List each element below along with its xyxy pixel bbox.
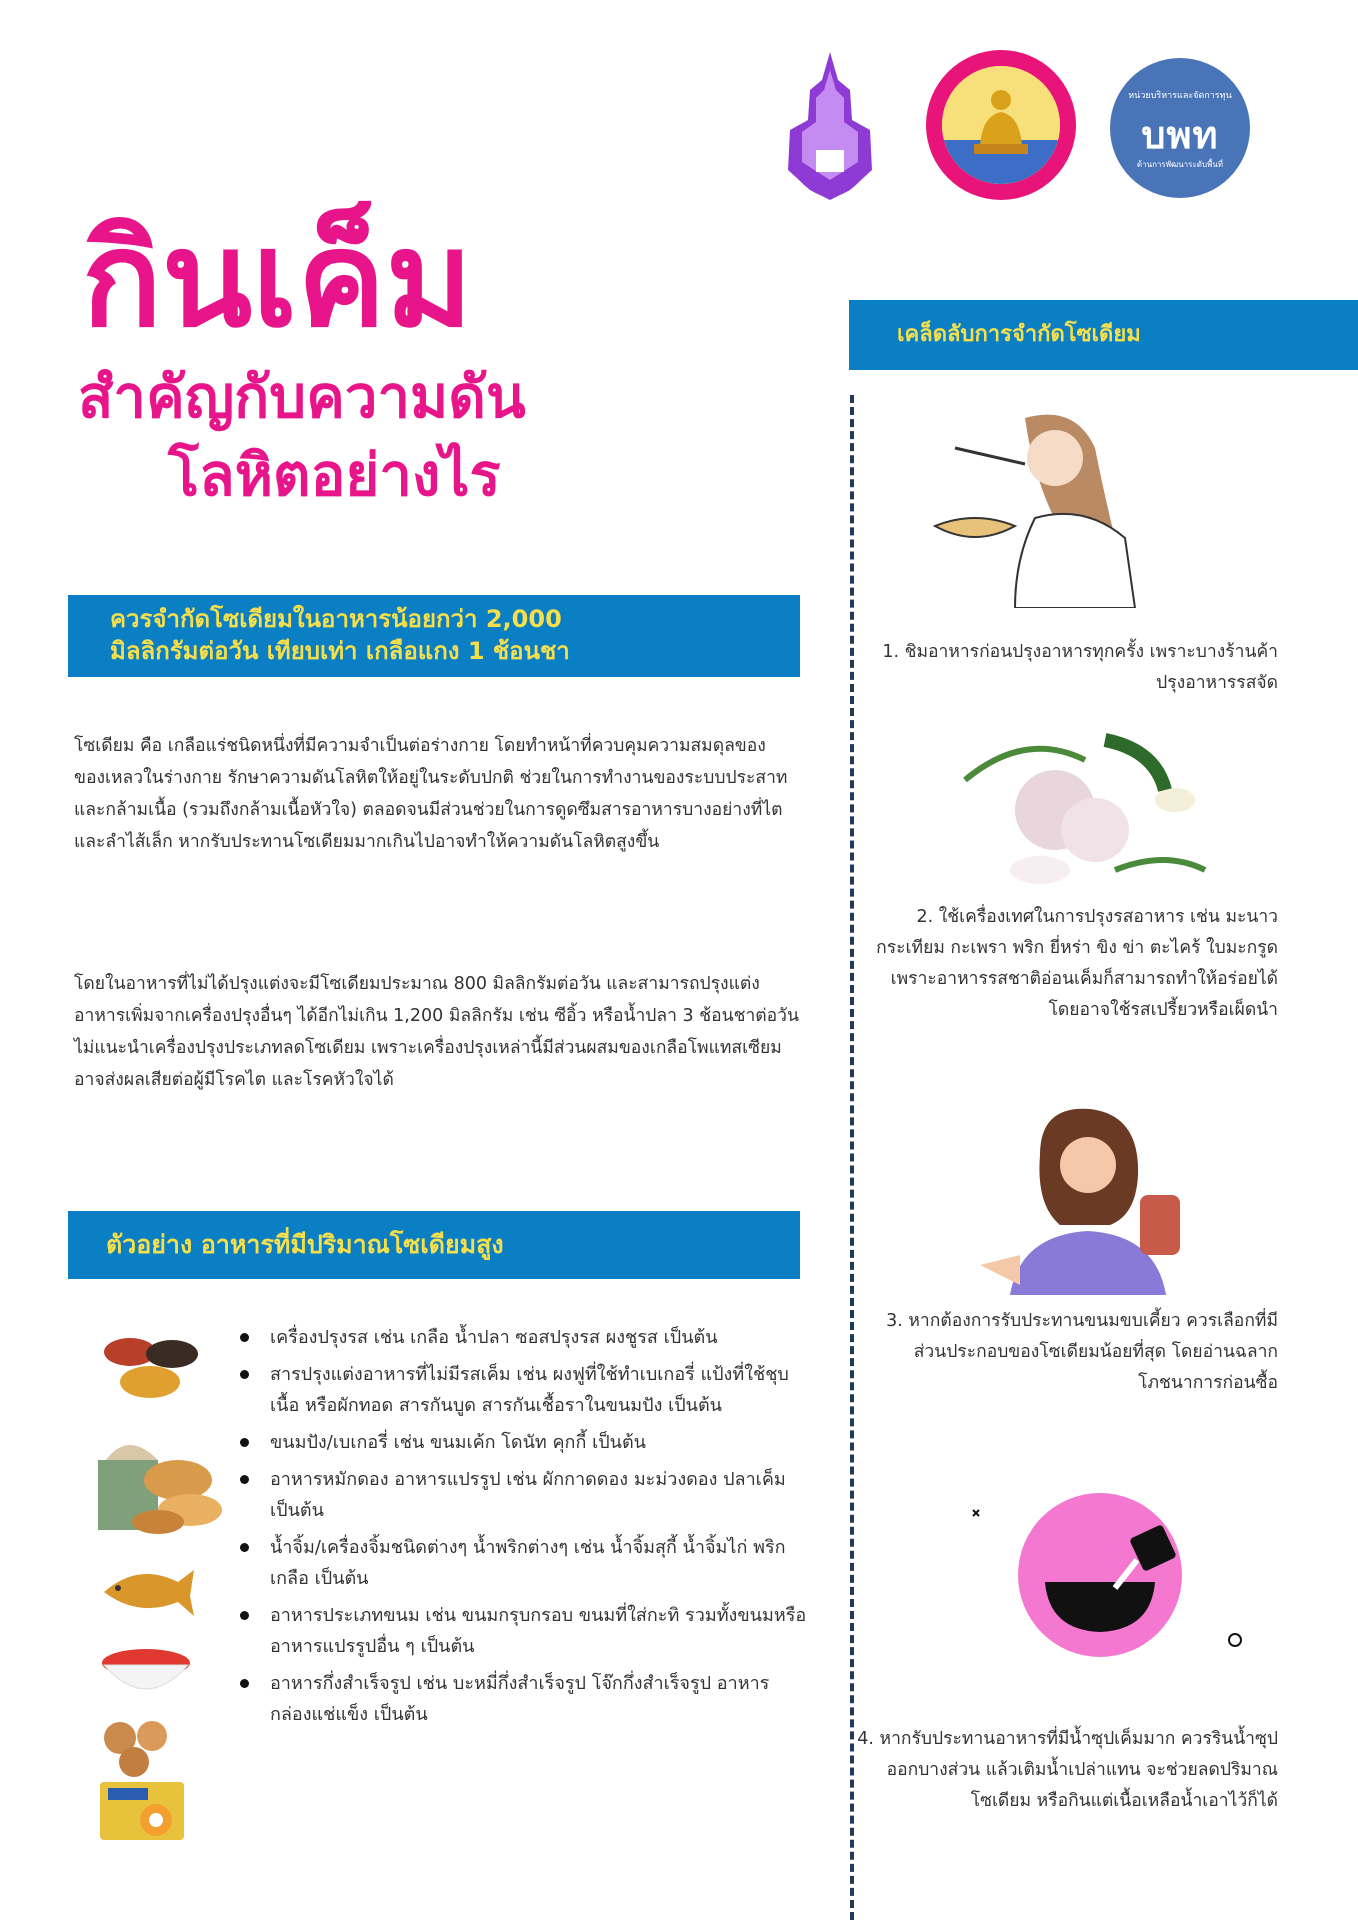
pouring-bowl-icon — [965, 1490, 1245, 1660]
list-item: ขนมปัง/เบเกอรี่ เช่น ขนมเค้ก โดนัท คุกกี้ เป็นต้น — [240, 1427, 810, 1458]
woman-reading-label-icon — [960, 1105, 1210, 1295]
bakery-bread-icon — [98, 1430, 228, 1540]
dipping-sauce-icon — [98, 1643, 194, 1703]
salted-fish-icon — [98, 1562, 196, 1618]
column-divider — [850, 395, 854, 1920]
woman-eating-pasta-icon — [915, 408, 1165, 608]
high-sodium-foods-banner: ตัวอย่าง อาหารที่มีปริมาณโซเดียมสูง — [68, 1211, 800, 1279]
cookies-snack-icon — [98, 1718, 178, 1778]
tip-4-text: 4. หากรับประทานอาหารที่มีน้ำซุปเค็มมาก ควรรินน้ำซุปออกบางส่วน แล้วเติมน้ำเปล่าแทน จะช่วยลดปริมาณโซเดียม หรือกินแต่เนื้อเหลือน้ำเอาไว้ก็ได้ — [857, 1729, 1278, 1811]
list-item: อาหารหมักดอง อาหารแปรรูป เช่น ผักกาดดอง มะม่วงดอง ปลาเค็ม เป็นต้น — [240, 1464, 810, 1526]
phayao-pao-logo — [926, 50, 1076, 200]
title-line-3: โลหิตอย่างไร — [168, 441, 501, 509]
sodium-description: โซเดียม คือ เกลือแร่ชนิดหนึ่งที่มีความจำเป็นต่อร่างกาย โดยทำหน้าที่ควบคุมความสมดุลของของเหลวในร่างกาย รักษาความดันโลหิตให้อยู่ในระดับปกติ ช่วยในการทำงานของระบบประสาทและกล้ามเนื้อ (รวมถึงกล้ามเนื้อหัวใจ) ตลอดจนมีส่วนช่วยในการดูดซึมสารอาหารบางอย่างที่ไตและลำไส้เล็ก หากรับประทานโซเดียมมากเกินไปอาจทำให้ความดันโลหิตสูงขึ้น — [74, 736, 788, 852]
tip-2-text: 2. ใช้เครื่องเทศในการปรุงรสอาหาร เช่น มะนาว กระเทียม กะเพรา พริก ยี่หร่า ขิง ข่า ตะไคร้ ใบมะกรูด เพราะอาหารรสชาติอ่อนเค็มก็สามารถทำให้อร่อยได้ โดยอาจใช้รสเปรี้ยวหรือเผ็ดนำ — [876, 907, 1278, 1020]
tip-1-text: 1. ชิมอาหารก่อนปรุงอาหารทุกครั้ง เพราะบางร้านค้าปรุงอาหารรสจัด — [882, 642, 1278, 693]
instant-noodles-icon — [98, 1780, 186, 1842]
list-item: อาหารประเภทขนม เช่น ขนมกรุบกรอบ ขนมที่ใส่กะทิ รวมทั้งขนมหรืออาหารแปรรูปอื่น ๆ เป็นต้น — [240, 1600, 810, 1662]
title-line-1: กินเค็ม — [82, 203, 473, 357]
high-sodium-food-list — [240, 1322, 810, 1736]
sodium-tips-banner: เคล็ดลับการจำกัดโซเดียม — [849, 300, 1358, 370]
list-item: สารปรุงแต่งอาหารที่ไม่มีรสเค็ม เช่น ผงฟูที่ใช้ทำเบเกอรี่ แป้งที่ใช้ชุบเนื้อ หรือผักทอด สารกันบูด สารกันเชื้อราในขนมปัง เป็นต้น — [240, 1359, 810, 1421]
sodium-intake-description: โดยในอาหารที่ไม่ได้ปรุงแต่งจะมีโซเดียมประมาณ 800 มิลลิกรัมต่อวัน และสามารถปรุงแต่งอาหารเพิ่มจากเครื่องปรุงอื่นๆ ได้อีกไม่เกิน 1,200 มิลลิกรัม เช่น ซีอิ้ว หรือน้ำปลา 3 ช้อนชาต่อวัน ไม่แนะนำเครื่องปรุงประเภทลดโซเดียม เพราะเครื่องปรุงเหล่านี้มีส่วนผสมของเกลือโพแทสเซียม อาจส่งผลเสียต่อผู้มีโรคไต และโรคหัวใจได้ — [74, 974, 799, 1090]
tip-3-text: 3. หากต้องการรับประทานขนมขบเคี้ยว ควรเลือกที่มีส่วนประกอบของโซเดียมน้อยที่สุด โดยอ่านฉลากโภชนาการก่อนซื้อ — [886, 1311, 1278, 1393]
list-item: อาหารกึ่งสำเร็จรูป เช่น บะหมี่กึ่งสำเร็จรูป โจ๊กกึ่งสำเร็จรูป อาหารกล่องแช่แข็ง เป็นต้น — [240, 1668, 810, 1730]
garlic-herbs-icon — [945, 720, 1220, 900]
list-item: น้ำจิ้ม/เครื่องจิ้มชนิดต่างๆ น้ำพริกต่างๆ เช่น น้ำจิ้มสุกี้ น้ำจิ้มไก่ พริกเกลือ เป็นต้น — [240, 1532, 810, 1594]
spices-bowls-icon — [98, 1330, 204, 1404]
university-of-phayao-logo — [780, 50, 880, 210]
sodium-limit-banner: ควรจำกัดโซเดียมในอาหารน้อยกว่า 2,000 มิลลิกรัมต่อวัน เทียบเท่า เกลือแกง 1 ช้อนชา — [68, 595, 800, 677]
pwn-logo: หน่วยบริหารและจัดการทุน บพท ด้านการพัฒนาระดับพื้นที่ — [1110, 58, 1250, 198]
list-item: เครื่องปรุงรส เช่น เกลือ น้ำปลา ซอสปรุงรส ผงชูรส เป็นต้น — [240, 1322, 810, 1353]
title-line-2: สำคัญกับความดัน — [78, 363, 526, 431]
